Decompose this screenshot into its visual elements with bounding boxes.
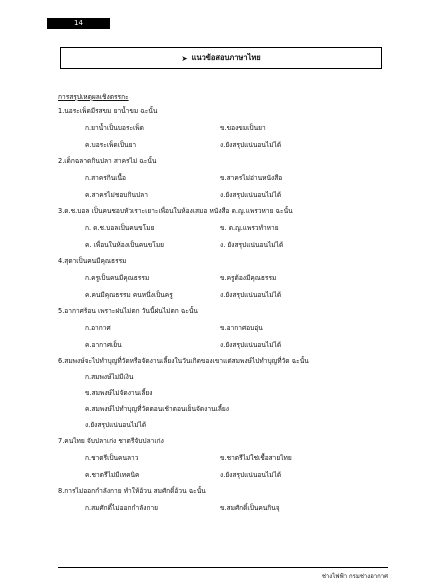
answer-option: ก.ครูเป็นคนมีคุณธรรม <box>85 273 150 282</box>
option-row <box>58 173 388 183</box>
answer-option: ง.ยังสรุปแน่นอนไม่ได้ <box>220 140 282 149</box>
answer-option: ก.อากาศ <box>85 323 111 332</box>
question-text: 7.คนไทย จับปลาเก่ง ชาตรีจับปลาเก่ง <box>58 436 164 445</box>
answer-option: ค.บอระเพ็ดเป็นยา <box>85 140 137 149</box>
question-text: 3.ด.ช.บอล เป็นคนชอบหัวเราะเยาะเพื่อนในห้องเสมอ หนังสือ ด.ญ.แพรวหาย ฉะนั้น <box>58 206 293 215</box>
answer-option: ค.สาครไม่ชอบกินปลา <box>85 190 148 199</box>
option-row <box>58 190 388 200</box>
option-row <box>58 323 388 333</box>
option-row <box>58 223 388 233</box>
answer-option: ก.ชาตรีเป็นคนลาว <box>85 453 139 462</box>
page-title: แนวข้อสอบภาษาไทย <box>191 53 261 62</box>
answer-option: ก.สมศักดิ์ไม่ออกกำลังกาย <box>85 503 159 512</box>
answer-option: ข.ของขมเป็นยา <box>220 123 266 132</box>
question-block <box>58 306 388 350</box>
option-row <box>58 340 388 350</box>
answer-option: ข.ชาตรีไม่ใช่เชื้อสายไทย <box>220 453 292 462</box>
question-block <box>58 356 388 430</box>
question-text: 1.นอระเพ็ดมีรสขม ยาน้ำขม ฉะนั้น <box>58 106 158 115</box>
answer-option: ข. ด.ญ.แพรวทำหาย <box>220 223 279 232</box>
answer-option: ข.สมศักดิ์เป็นคนกินจุ <box>220 503 280 512</box>
title-box <box>60 47 382 69</box>
option-row <box>58 503 388 513</box>
answer-option: ค.อากาศเย็น <box>85 340 122 349</box>
answer-option: ข.อากาศอบอุ่น <box>220 323 263 332</box>
answer-option: ง.ยังสรุปแน่นอนไม่ได้ <box>220 190 282 199</box>
answer-option: ข.ครูต้องมีคุณธรรม <box>220 273 277 282</box>
option-row <box>58 240 388 250</box>
answer-option: ก.ยาน้ำเป็นบอระเพ็ด <box>85 123 144 132</box>
arrow-icon: ➤ <box>181 53 188 63</box>
answer-option: ง.ยังสรุปแน่นอนไม่ได้ <box>220 290 282 299</box>
page-number-bar: 14 <box>47 18 110 29</box>
question-text: 2.เด็กฉลาดกินปลา สาครไม่ ฉะนั้น <box>58 156 157 165</box>
option-row <box>58 140 388 150</box>
option-row <box>58 470 388 480</box>
footer-text: ช่างไฟฟ้า กรมช่างอากาศ <box>321 573 388 580</box>
section-heading: การสรุปเหตุผลเชิงตรรกะ <box>58 93 129 101</box>
question-list <box>58 104 388 519</box>
option-row <box>58 290 388 300</box>
question-block <box>58 486 388 513</box>
answer-option: ก. ด.ช.บอลเป็นคนขโมย <box>85 223 155 232</box>
answer-option: ค.คนมีคุณธรรม คนหนึ่งเป็นครู <box>85 290 173 299</box>
answer-option: ข.สมพงษ์ไม่จัดงานเลี้ยง <box>85 388 153 397</box>
question-text: 8.การไม่ออกกำลังกาย ทำให้อ้วน สมศักดิ์อ้วน ฉะนั้น <box>58 486 206 495</box>
answer-option: ก.สมพงษ์ไม่มีเงิน <box>85 372 134 381</box>
answer-option: ค.ชาตรีไม่มีเทคนิค <box>85 470 140 479</box>
question-text: 5.อากาศร้อน เพราะฝนไม่ตก วันนี้ฝนไม่ตก ฉะนั้น <box>58 306 198 315</box>
question-block <box>58 206 388 250</box>
answer-option: ข.สาครไม่อ่านหนังสือ <box>220 173 283 182</box>
answer-option: ค.สมพงษ์ไปทำบุญที่วัดตอนเช้าตอนเย็นจัดงานเลี้ยง <box>85 404 229 413</box>
question-block <box>58 436 388 480</box>
option-row <box>58 453 388 463</box>
answer-option: ง. ยังสรุปแน่นอนไม่ได้ <box>220 240 284 249</box>
answer-option: ก.สาครกินเนื้อ <box>85 173 126 182</box>
question-text: 4.สุดาเป็นคนมีคุณธรรม <box>58 256 127 265</box>
question-block <box>58 156 388 200</box>
option-row <box>58 123 388 133</box>
answer-option: ง.ยังสรุปแน่นอนไม่ได้ <box>85 420 147 429</box>
answer-option: ง.ยังสรุปแน่นอนไม่ได้ <box>220 340 282 349</box>
answer-option: ค. เพื่อนในห้องเป็นคนขโมย <box>85 240 165 249</box>
answer-option: ง.ยังสรุปแน่นอนไม่ได้ <box>220 470 282 479</box>
question-text: 6.สมพงษ์จะไปทำบุญที่วัดหรือจัดงานเลี้ยงในวันเกิดของเขาแต่สมพงษ์ไปทำบุญที่วัด ฉะนั้น <box>58 356 309 365</box>
question-block <box>58 256 388 300</box>
footer-divider <box>58 567 388 568</box>
question-block <box>58 106 388 150</box>
option-row <box>58 273 388 283</box>
